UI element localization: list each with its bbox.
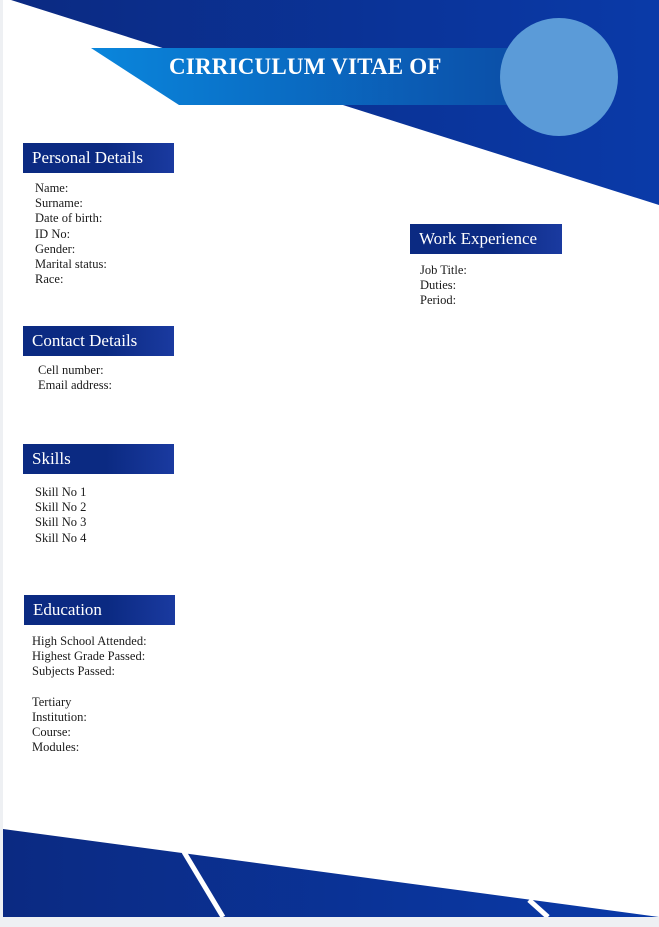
period-label: Period: (420, 293, 457, 308)
id-no-label: ID No: (35, 226, 71, 241)
personal-details-heading: Personal Details (23, 143, 174, 173)
personal-details-fields (35, 181, 107, 287)
tertiary-label: Tertiary (32, 694, 72, 709)
work-experience-heading: Work Experience (410, 224, 562, 254)
work-experience-fields (420, 263, 467, 309)
high-school-label: High School Attended: (32, 634, 147, 648)
email-address-label: Email address: (38, 378, 112, 393)
photo-placeholder-circle (500, 18, 618, 136)
bottom-navy-band (3, 829, 659, 917)
marital-status-label: Marital status: (35, 256, 107, 271)
contact-details-heading: Contact Details (23, 326, 174, 356)
skill-1-label: Skill No 1 (35, 485, 87, 499)
skill-4-label: Skill No 4 (35, 530, 87, 545)
gender-label: Gender: (35, 241, 76, 256)
skill-3-label: Skill No 3 (35, 515, 87, 530)
institution-label: Institution: (32, 709, 87, 724)
highest-grade-label: Highest Grade Passed: (32, 649, 146, 664)
spacer (32, 680, 147, 695)
name-label: Name: (35, 181, 69, 195)
job-title-label: Job Title: (420, 263, 467, 277)
subjects-passed-label: Subjects Passed: (32, 664, 115, 679)
education-heading: Education (24, 595, 175, 625)
course-label: Course: (32, 724, 71, 739)
footer-decoration (3, 820, 659, 917)
date-of-birth-label: Date of birth: (35, 211, 103, 226)
race-label: Race: (35, 272, 64, 287)
header-decoration (3, 0, 659, 210)
cell-number-label: Cell number: (38, 363, 104, 377)
skill-2-label: Skill No 2 (35, 500, 87, 515)
skills-fields (35, 485, 86, 546)
modules-label: Modules: (32, 740, 80, 755)
cv-title: CIRRICULUM VITAE OF (169, 54, 442, 79)
surname-label: Surname: (35, 196, 83, 211)
skills-heading: Skills (23, 444, 174, 474)
duties-label: Duties: (420, 278, 457, 293)
education-fields (32, 634, 147, 755)
cv-page (3, 0, 659, 917)
contact-details-fields (38, 363, 112, 393)
